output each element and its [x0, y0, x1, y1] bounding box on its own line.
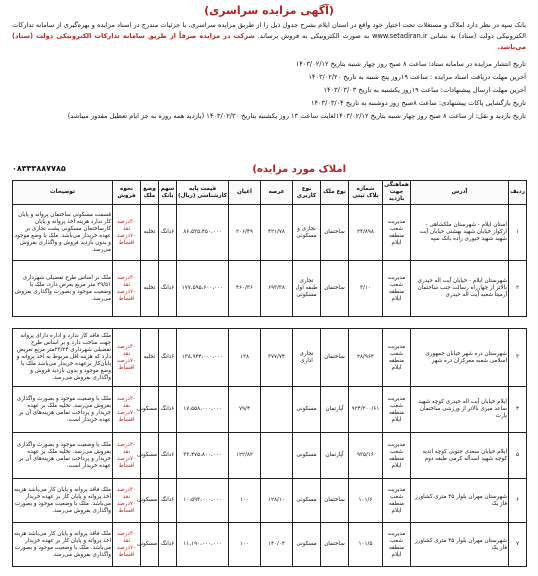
header-cell: توضیحات	[13, 181, 113, 205]
row-sale: ۳۰درصد نقد ۷۰درصد اقساط	[113, 329, 141, 387]
row-sale: ۳۰درصد نقد ۷۰درصد اقساط	[113, 261, 141, 317]
row-number: ۱	[509, 205, 527, 261]
row-plak: ۳/۱۰	[349, 261, 383, 317]
properties-table-bottom	[12, 328, 527, 567]
row-use: مسکونی	[293, 523, 321, 567]
table-row	[13, 261, 527, 317]
table-header-row	[13, 181, 527, 205]
row-coordination: مدیریت شعب منطقه ایلام	[383, 261, 411, 317]
row-share: ۶دانگ	[159, 523, 177, 567]
row-price: ۱۷،۵۵۸،۰۰۰،۰۰۰	[177, 387, 229, 433]
intro-red-note: شرکت در مزایده صرفاً از طریق سامانه تدارکات الکترونیکی دولت (ستاد) می‌باشد.	[12, 32, 526, 51]
row-price: ۱۱،۱۹۰،۰۰۰،۰۰۰	[177, 523, 229, 567]
intro-paragraph	[12, 20, 526, 53]
row-arse	[261, 387, 293, 433]
row-address: ایلام خیابان آیت اله حیدری کوچه شهید ساعد میری بالاتر از ورزشی ساختمان پارت	[411, 387, 509, 433]
header-cell: هماهنگی جهت بازدید	[383, 181, 411, 205]
header-cell: قیمت پایه کارشناسی (ریال)	[177, 181, 229, 205]
row-share: ۶دانگ	[159, 387, 177, 433]
row-arse: ۱۴۰/۰۴	[261, 523, 293, 567]
row-status: تخلیه	[141, 261, 159, 317]
table-row	[13, 387, 527, 433]
row-type: آپارتمان	[321, 387, 349, 433]
contact-phone: ۰۸۳۳۳۸۸۷۷۸۵	[12, 164, 66, 173]
row-status: مسکونی	[141, 387, 159, 433]
row-share: ۶دانگ	[159, 205, 177, 261]
row-address: شهرستان مهران بلوار ۴۵ متری کشاورز فاز یک	[411, 479, 509, 523]
table-row	[13, 523, 527, 567]
row-use: تجاری اداری	[293, 329, 321, 387]
row-desc: قسمت مسکونی ساختمان پروانه و پایان کار ندارد هزینه اخذ پروانه و پایان کارساختمان مسکونی پشت تجاری بر عهده خریدار می‌باشد. ملک با وضع موجود و بدون بازدید فروش و واگذاری بفروش می‌رسد.	[13, 205, 113, 261]
row-price: ۱۳۸،۹۴۴،۰۰۰،۰۰۰	[177, 329, 229, 387]
intro-text: بانک سپه در نظر دارد املاک و مستغلات تحت اختیار خود واقع در استان ایلام بشرح جدول ذیل را از طریق مزایده سراسری، با جزئیات مندرج در اسناد مزایده و بهره‌گیری از سامانه تدارکات الکترونیکی دولت (ستاد) به نشانی www.setadiran.ir به صورت الکترونیکی به فروش برساند.	[12, 21, 526, 40]
row-share: ۶دانگ	[159, 329, 177, 387]
row-plak: ۹۳۵/۱۶	[349, 433, 383, 479]
row-arse: ۴۲۱/۷۸	[261, 205, 293, 261]
header-cell: شماره پلاک ثبتی	[349, 181, 383, 205]
dates-list	[12, 58, 526, 123]
row-type: ساختمان	[321, 479, 349, 523]
table-row	[13, 433, 527, 479]
row-ayan: ۴۶۰/۳۶	[229, 261, 261, 317]
row-arse	[261, 433, 293, 479]
row-address: شهرستان مهران بلوار ۴۵ متری کشاورز فاز یک	[411, 523, 509, 567]
row-price: ۱۰،۵۹۳،۰۰۰،۰۰۰	[177, 479, 229, 523]
header-cell: نوع ملک	[321, 181, 349, 205]
row-arse: ۶۹۳/۳۸	[261, 261, 293, 317]
row-sale: ۳۰درصد نقد ۷۰درصد اقساط	[113, 433, 141, 479]
notice-title: (آگهی مزایده سراسری)	[204, 4, 334, 17]
row-ayan: ۱۰۰	[229, 523, 261, 567]
row-price: ۱۷۷،۵۹۵،۶۰۰،۰۰۰	[177, 261, 229, 317]
row-status: تخلیه	[141, 205, 159, 261]
row-use: مسکونی	[293, 433, 321, 479]
row-number: ۵	[509, 433, 527, 479]
row-plak: ۲۴/۸۹۸	[349, 205, 383, 261]
row-use: مسکونی	[293, 479, 321, 523]
row-arse: ۳۷۷/۷۴	[261, 329, 293, 387]
row-use: تجاری و مسکونی	[293, 205, 321, 261]
row-plak: ۹۳۴/۳۰۰/۶۱	[349, 387, 383, 433]
row-plak: ۲۸/۹۶۴	[349, 329, 383, 387]
row-plak: ۱۰۱/۶	[349, 479, 383, 523]
row-desc: ملک با وضعیت موجود و بصورت واگذاری بفروش می‌رسد. تخلیه ملک بر عهده خریدار و پرداخت تمامی هزینه‌های آن بر عهده خریدار است.	[13, 387, 113, 433]
properties-table-top	[12, 180, 527, 317]
row-coordination: مدیریت شعب منطقه ایلام	[383, 387, 411, 433]
row-desc: ملک بر اساس طرح تفضیلی شهرداری ۲۹/۵۱ متر مربع بعرض دارد، ملک با وضعیت موجود و بصورت واگذاری بفروش می‌رسد.	[13, 261, 113, 317]
row-sale: ۳۰درصد نقد ۷۰درصد اقساط	[113, 523, 141, 567]
row-type: ساختمان	[321, 329, 349, 387]
row-address: شهرستان دره شهر خیابان جمهوری اسلامی شعبه معرکزان دره شهر	[411, 329, 509, 387]
date-opening: تاریخ بازگشایی پاکات پیشنهادی: ساعت ۸صبح روز دوشنبه به تاریخ ۱۴۰۳/۰۳/۰۴	[310, 99, 526, 107]
row-coordination: مدیریت شعب منطقه ایلام	[383, 433, 411, 479]
row-plak: ۱۰۱/۵	[349, 523, 383, 567]
row-address: استان ایلام - شهرستان ملکشاهی - ارکواز خیابان شهید بهشتی خیابان آیت شهید شهید خیوری زاده بانک سپه	[411, 205, 509, 261]
row-coordination: مدیریت شعب منطقه ایلام	[383, 479, 411, 523]
header-cell: اعیان	[229, 181, 261, 205]
row-use: مسکونی	[293, 387, 321, 433]
row-number: ۳	[509, 329, 527, 387]
row-type: آپارتمان	[321, 433, 349, 479]
date-visit: تاریخ بازدید و نقل: از ساعت ۸ صبح روز چهار شنبه بتاریخ ۱۴۰۳/۰۲/۱۲لغایت ساعت ۱۳ روز یکشنبه بتاریخ ۱۴۰۳/۰۲/۳۰ (بازدید همه روزه به جز ایام تعطیل مقدور میباشد)	[67, 112, 526, 120]
row-sale: ۳۰درصد نقد ۷۰درصد اقساط	[113, 387, 141, 433]
row-ayan: ۱۲۲/۸۲	[229, 433, 261, 479]
row-ayan: ۱۲۸	[229, 329, 261, 387]
header-cell: ردیف	[509, 181, 527, 205]
properties-subtitle: املاک مورد مزایده)	[252, 164, 346, 175]
row-desc: ملک با وضعیت موجود و بصورت واگذاری بفروش می‌رسد. تخلیه ملک بر عهده خریدار و پرداخت تمامی هزینه‌های آن بر عهده خریدار است.	[13, 433, 113, 479]
row-price: ۳۳،۴۷۵،۸۰۰،۰۰۰	[177, 433, 229, 479]
row-sale: ۳۰درصد نقد ۷۰درصد اقساط	[113, 479, 141, 523]
row-number: ۶	[509, 479, 527, 523]
row-address: شهرستان ایلام - خیابان آیت اله حیدری بالاتر از چهارراه رسالت جنب ساختمان آرمیتا شعبه آیت اله حیدری	[411, 261, 509, 317]
row-arse: ۱۲۸/۱۰	[261, 479, 293, 523]
row-share: ۶دانگ	[159, 433, 177, 479]
row-coordination: مدیریت شعب منطقه ایلام	[383, 523, 411, 567]
phone-row	[12, 164, 526, 178]
row-coordination: مدیریت شعب منطقه ایلام	[383, 329, 411, 387]
header-cell: نوع کاربری	[293, 181, 321, 205]
row-use: تجاری طبقه اول مسکونی	[293, 261, 321, 317]
row-desc: ملک فاقد پروانه و پایان کار می‌باشد هزینه اخذ پروانه و پایان کار بر عهده خریدار می‌باشد. ملک با وضعیت موجود و بصورت واگذاری بفروش می‌رسد.	[13, 523, 113, 567]
header-cell: آدرس	[411, 181, 509, 205]
row-status: مسکونی	[141, 479, 159, 523]
row-status: تخلیه	[141, 329, 159, 387]
row-sale: ۳۰درصد نقد ۷۰درصد اقساط	[113, 205, 141, 261]
row-status: مسکونی	[141, 523, 159, 567]
header-cell: وضع ملک	[141, 181, 159, 205]
row-type: ساختمان	[321, 523, 349, 567]
row-desc: ملک فاقد پروانه و پایان کار می‌باشد هزینه اخذ پروانه و پایان کار بر عهده خریدار می‌باشد. ملک با وضعیت موجود و بصورت واگذاری بفروش می‌رسد.	[13, 479, 113, 523]
table-row	[13, 479, 527, 523]
row-ayan: ۲۰۶/۴۹	[229, 205, 261, 261]
row-number: ۴	[509, 387, 527, 433]
row-ayan: ۷۹/۴	[229, 387, 261, 433]
row-type: ساختمان	[321, 261, 349, 317]
date-publish: تاریخ انتشار مزایده در سامانه ستاد: ساعت ۸ صبح روز چهار شنبه بتاریخ ۱۴۰۳/۰۲/۱۲	[295, 60, 526, 68]
row-price: ۸۶،۵۳۵،۴۵۰،۰۰۰	[177, 205, 229, 261]
row-share: ۶دانگ	[159, 261, 177, 317]
row-address: ایلام خیابان سعدی جنوبی کوچه اندیه کوچه شهید اسدآله کرمی طبقه دوم	[411, 433, 509, 479]
row-coordination: مدیریت شعب منطقه ایلام	[383, 205, 411, 261]
header-cell: عرصه	[261, 181, 293, 205]
row-desc: ملک فاقد کار ندارد و اداره دارای پروانه جهت ساخت دارد و بر اساس طرح تفضیلی شهرداری ۲۳/۲۴متر مربع تعریض دارد که هزینه اقل مربوط به اخذ پروانه و پایان‌کار برعهده خریدار می‌باشد ملک با وضع موجود و بدون بازدید فروش و واگذاری بفروش می‌رسد.	[13, 329, 113, 387]
row-share: ۶دانگ	[159, 479, 177, 523]
table-row	[13, 329, 527, 387]
date-docs-deadline: آخرین مهلت دریافت اسناد مزایده : ساعت ۱۹روز پنج شنبه به تاریخ ۱۴۰۳/۰۲/۲۰	[308, 73, 526, 81]
date-offer-deadline: آخرین مهلت ارسال پیشنهادات: ساعت ۱۹روز یکشنبه به تاریخ ۱۴۰۳/۰۳/۰۳	[323, 86, 526, 94]
row-type: ساختمان	[321, 205, 349, 261]
row-ayan: ۱۰۰	[229, 479, 261, 523]
header-cell: سهم بانک	[159, 181, 177, 205]
row-number: ۲	[509, 261, 527, 317]
header-cell: نحوه فروش	[113, 181, 141, 205]
row-status: مسکونی	[141, 433, 159, 479]
row-number: ۷	[509, 523, 527, 567]
table-row	[13, 205, 527, 261]
